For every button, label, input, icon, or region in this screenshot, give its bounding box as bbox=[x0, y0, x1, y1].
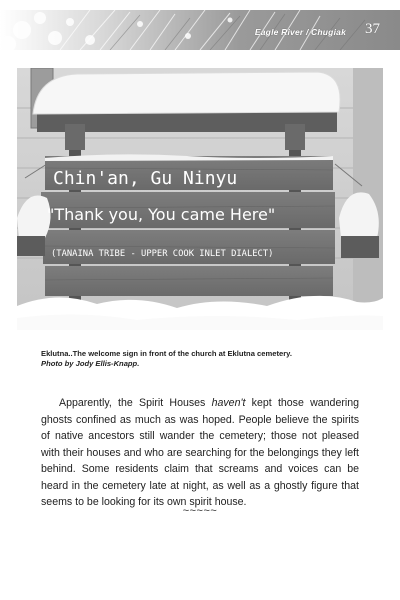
sign-line-3: (TANAINA TRIBE - UPPER COOK INLET DIALECT) bbox=[51, 249, 274, 259]
body-emphasis: haven't bbox=[211, 397, 246, 409]
welcome-sign-photo bbox=[17, 68, 383, 330]
body-text-part-2: kept those wandering ghosts confined as much as was hoped. People believe the spirits of native ancestors still wander the cemetery; those not pleased with their houses and who are searching for the belongings they left behind. Some residents claim that screams and voices can be heard in the cemetery late at night, as well as a ghostly figure that seems to be looking for its own spirit house. bbox=[41, 397, 360, 508]
photo-credit: Photo by Jody Ellis-Knapp. bbox=[41, 359, 140, 368]
page-header bbox=[0, 10, 400, 50]
body-text bbox=[41, 395, 359, 511]
body-paragraph bbox=[41, 395, 359, 511]
section-separator: ~~~~~ bbox=[182, 505, 218, 517]
caption-text: Eklutna..The welcome sign in front of the church at Eklutna cemetery. bbox=[41, 349, 292, 358]
sign-line-2: "Thank you, You came Here" bbox=[47, 205, 276, 224]
sign-line-1: Chin'an, Gu Ninyu bbox=[53, 168, 238, 189]
photo-illustration bbox=[17, 68, 383, 330]
body-text-part-1: Apparently, the Spirit Houses bbox=[59, 397, 212, 409]
page-number: 37 bbox=[365, 21, 380, 37]
running-title: Eagle River / Chugiak bbox=[254, 27, 346, 37]
photo-caption bbox=[41, 349, 371, 369]
